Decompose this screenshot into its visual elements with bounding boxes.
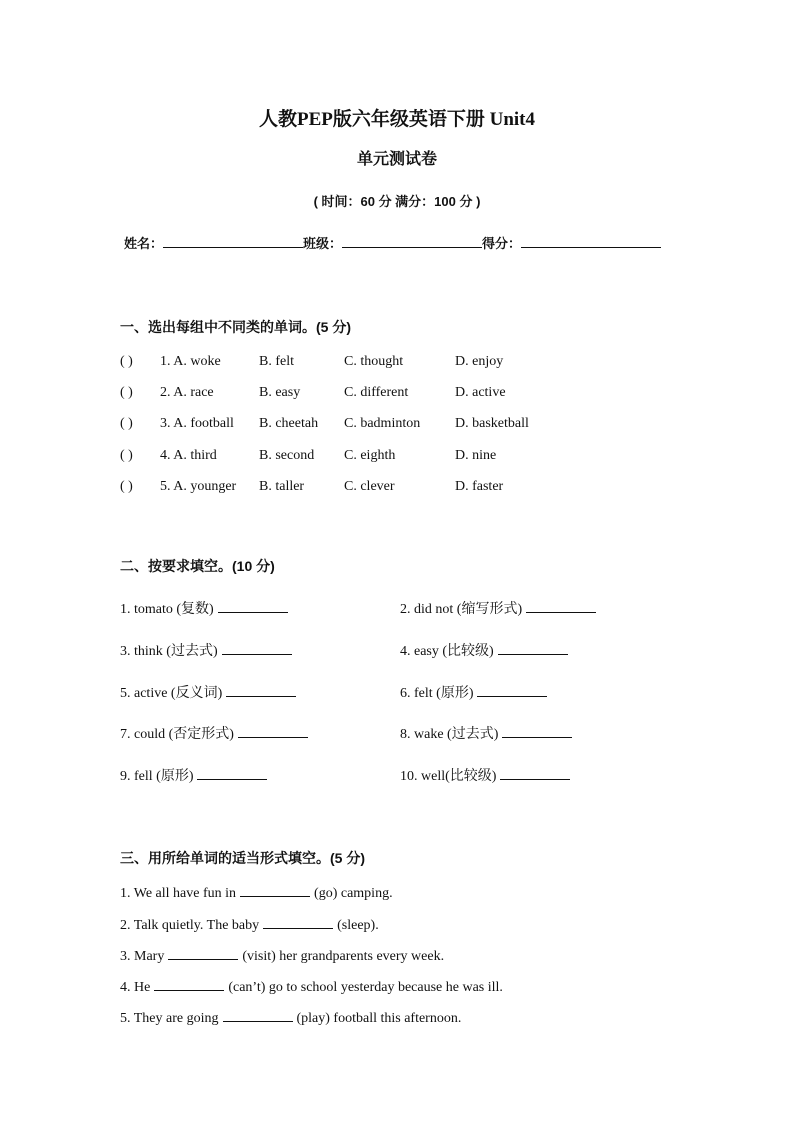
score-label: 得分： [482,236,522,251]
answer-blank[interactable] [477,684,547,697]
option-a: 1. A. woke [160,354,221,369]
fill-prompt: 8. wake (过去式) [400,727,499,742]
sentence-1 [120,884,393,902]
option-b: B. second [259,448,315,463]
fill-prompt: 6. felt (原形) [400,686,474,701]
fill-prompt: 5. active (反义词) [120,686,223,701]
fill-item-9 [120,765,267,785]
option-a: 3. A. football [160,416,234,431]
answer-blank[interactable] [223,1009,293,1022]
fill-item-7 [120,723,308,743]
answer-blank[interactable] [168,947,238,960]
option-c: C. eighth [344,448,396,463]
sentence-text: (go) camping. [314,886,393,901]
answer-paren[interactable]: ( ) [120,354,133,369]
answer-blank[interactable] [197,767,267,780]
class-label: 班级： [303,236,343,251]
sentence-text: (play) football this afternoon. [296,1011,462,1026]
mc-question-5 [120,479,580,499]
exam-time-info: ( 时间：60 分 满分：100 分 ) [313,194,481,209]
sentence-3 [120,947,444,965]
mc-question-1 [120,354,580,374]
student-info-line [124,233,661,252]
option-c: C. clever [344,479,395,494]
option-b: B. easy [259,385,301,400]
sentence-text: 3. Mary [120,949,165,964]
option-c: C. badminton [344,416,421,431]
option-a: 4. A. third [160,448,217,463]
fill-prompt: 9. fell (原形) [120,769,194,784]
option-d: D. enjoy [455,354,504,369]
fill-item-3 [120,640,292,660]
option-b: B. taller [259,479,305,494]
answer-paren[interactable]: ( ) [120,448,133,463]
mc-question-4 [120,448,580,468]
answer-blank[interactable] [240,884,310,897]
sentence-text: 4. He [120,980,151,995]
sentence-4 [120,978,503,996]
answer-paren[interactable]: ( ) [120,479,133,494]
option-a: 2. A. race [160,385,214,400]
score-field[interactable] [521,235,661,248]
section3-heading: 三、用所给单词的适当形式填空。(5 分) [120,850,365,866]
answer-blank[interactable] [238,725,308,738]
fill-item-10 [400,765,570,785]
sentence-5 [120,1009,461,1027]
answer-blank[interactable] [154,978,224,991]
sentence-text: 2. Talk quietly. The baby [120,918,260,933]
page-subtitle: 单元测试卷 [356,151,437,168]
mc-question-3 [120,416,580,436]
sentence-2 [120,916,379,934]
answer-blank[interactable] [500,767,570,780]
answer-blank[interactable] [502,725,572,738]
answer-paren[interactable]: ( ) [120,416,133,431]
name-label: 姓名： [124,236,164,251]
mc-question-2 [120,385,580,405]
fill-prompt: 7. could (否定形式) [120,727,234,742]
section2-heading: 二、按要求填空。(10 分) [120,558,275,574]
answer-blank[interactable] [498,642,568,655]
fill-item-6 [400,682,547,702]
sentence-text: (can’t) go to school yesterday because he was ill. [228,980,503,995]
fill-item-5 [120,682,296,702]
answer-blank[interactable] [226,684,296,697]
sentence-text: (sleep). [337,918,379,933]
answer-paren[interactable]: ( ) [120,385,133,400]
option-c: C. different [344,385,409,400]
option-d: D. active [455,385,506,400]
fill-item-4 [400,640,568,660]
option-c: C. thought [344,354,404,369]
fill-prompt: 1. tomato (复数) [120,602,214,617]
answer-blank[interactable] [263,916,333,929]
sentence-text: (visit) her grandparents every week. [242,949,445,964]
fill-item-2 [400,598,596,618]
fill-item-1 [120,598,288,618]
option-d: D. faster [455,479,504,494]
sentence-text: 1. We all have fun in [120,886,237,901]
fill-prompt: 3. think (过去式) [120,644,218,659]
fill-item-8 [400,723,572,743]
option-d: D. basketball [455,416,529,431]
fill-prompt: 4. easy (比较级) [400,644,494,659]
section1-heading: 一、选出每组中不同类的单词。(5 分) [120,319,351,335]
answer-blank[interactable] [526,600,596,613]
page-title: 人教PEP版六年级英语下册 Unit4 [258,109,536,130]
answer-blank[interactable] [222,642,292,655]
option-d: D. nine [455,448,497,463]
class-field[interactable] [342,235,482,248]
option-b: B. felt [259,354,294,369]
option-b: B. cheetah [259,416,319,431]
fill-prompt: 2. did not (缩写形式) [400,602,523,617]
name-field[interactable] [163,235,303,248]
option-a: 5. A. younger [160,479,237,494]
answer-blank[interactable] [218,600,288,613]
sentence-text: 5. They are going [120,1011,219,1026]
fill-prompt: 10. well(比较级) [400,769,497,784]
